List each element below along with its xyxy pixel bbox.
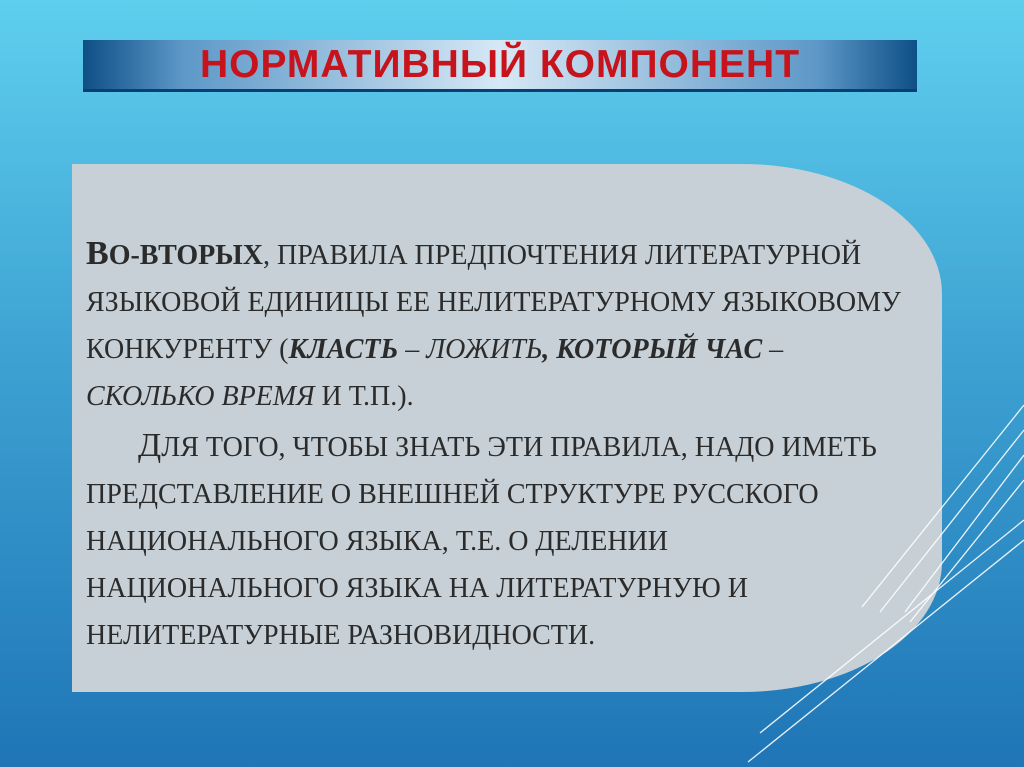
example-klast: КЛАСТЬ [288, 334, 399, 365]
dash-2: – [762, 334, 784, 365]
paragraph-2-text: ЛЯ ТОГО, ЧТОБЫ ЗНАТЬ ЭТИ ПРАВИЛА, НАДО ИМЕТЬ ПРЕДСТАВЛЕНИЕ О ВНЕШНЕЙ СТРУКТУРЕ РУССКОГО НАЦИОНАЛЬНОГО ЯЗЫКА, Т.Е. О ДЕЛЕНИИ НАЦИОНАЛЬНОГО ЯЗЫКА НА ЛИТЕРАТУРНУЮ И НЕЛИТЕРАТУРНЫЕ РАЗНОВИДНОСТИ. [86, 432, 877, 651]
paragraph-1 [86, 230, 902, 420]
example-skolko-vremya: СКОЛЬКО ВРЕМЯ [86, 381, 315, 412]
content-card [72, 164, 942, 692]
title-bar [83, 40, 917, 92]
lead-rest: О-ВТОРЫХ [108, 240, 264, 271]
paragraph-2-capital: Д [138, 427, 162, 464]
paragraph-1-text-b: И Т.П.). [314, 381, 414, 412]
lead-capital: В [86, 235, 109, 272]
slide-title: НОРМАТИВНЫЙ КОМПОНЕНТ [199, 42, 801, 86]
example-kotoryi-chas: КОТОРЫЙ ЧАС [556, 334, 763, 365]
comma: , [542, 334, 557, 365]
paragraph-1-text-a: , ПРАВИЛА ПРЕДПОЧТЕНИЯ ЛИТЕРАТУРНОЙ ЯЗЫКОВОЙ ЕДИНИЦЫ ЕЕ НЕЛИТЕРАТУРНОМУ ЯЗЫКОВОМУ КОНКУРЕНТУ ( [86, 240, 901, 365]
dash-1: – [398, 334, 427, 365]
example-lozhit: ЛОЖИТЬ [426, 334, 543, 365]
paragraph-2 [86, 422, 902, 659]
paragraph-1-lead [86, 235, 264, 272]
